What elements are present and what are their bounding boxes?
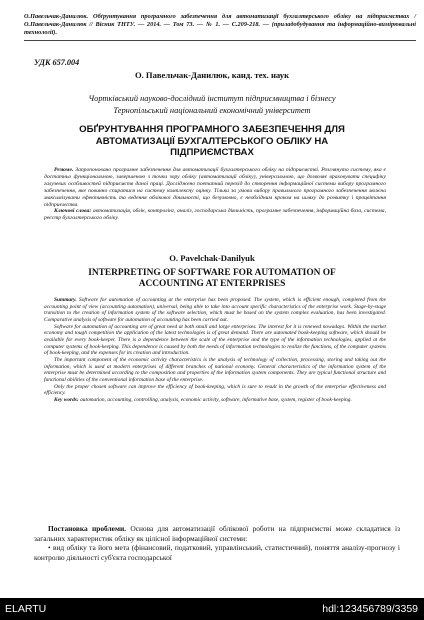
en-paragraph-4: Only the proper chosen software can improve the efficiency of book-keeping, which is sure to result in the growth of the enterprise effectiveness and efficiency. [44,383,386,397]
body-paragraph-1 [34,524,400,543]
ua-summary-text: Запропоновано програмне забезпечення для автоматизації бухгалтерського обліку на підприємстві. Розглянуто систему, яка є достатньо функціональною, завершеною з точки зору обліку (автоматизації обліку), універсальною, що дозволяє враховувати специфіку галузевих особливостей підприємств даної праці. Досліджено поетапний перехід до створення інформаційної системи вибору програмного забезпечення, яке повинно спиратися на систему комплексну оцінку. Тільки за умови вибору правильного програмного забезпечення можна максимізувати ефективність та ведення обліковоі діяльності, що безумовно, є необхідним кроком на шляху до розвитку і процвітання підприємства. [44,167,386,208]
en-title-line2: ACCOUNTING AT ENTERPRISES [138,279,286,290]
en-summary [44,297,386,324]
en-title [20,268,404,291]
repository-footer [0,598,424,620]
ua-summary [44,167,386,208]
body-paragraph-1-text: Основа для автоматизації облікової роботи на підприємстві може складатися із загальних характеристик обліку як цілісної інформаційної системи: [34,524,401,543]
ua-title-line2: АВТОМАТИЗАЦІЇ БУХГАЛТЕРСЬКОГО ОБЛІКУ НА [95,135,329,147]
en-paragraph-3: The important component of the economic activity characteristics is the analysis of technology of collection, processing, storing and taking out the information, which is used at modern enterprises of different branches of national economy. General characteristics of the information system of the enterprise must be determined according to the composition and properties of the information system components. They are typical functional structure and functional abilities of the conventional information base of the enterprise. [44,356,386,383]
en-author: O. Pavelchak-Danilyuk [169,253,255,263]
ua-keywords-text: автоматизація, облік, контролінг, аналіз, господарська діяльність, програмне забезпечення, інформаційна база, система, реєстр бухгалтерського обліку. [44,208,386,222]
ua-affiliation-line1: Чортківський науково-дослідний інститут підприємництва і бізнесу [88,94,336,103]
udc-code: УДК 657.004 [34,58,80,67]
ua-affiliation-line2: Тернопільський національний економічний університет [113,106,311,115]
body-section [34,524,400,562]
en-summary-lead: Summary. [54,297,77,303]
en-keywords-text: automation, accounting, controlling, analysis, economic activity, software, informative base, system, register of book-keeping. [78,396,352,403]
en-summary-text: Software for automation of accounting at the enterprise has been proposed. The system, which is efficient enough, completed from the accounting point of view (accounting automation), universal, being able to take into account specific characteristics of the enterprise work. Stage-by-stage transition to the creation of information system of the software selection, which must be based on the system complex evaluation, has been investigated. Comparative analysis of software for automation of accounting has been carried out. [44,297,386,323]
handle-id: hdl:123456789/3359 [322,603,418,615]
en-title-line1: INTERPRETING OF SOFTWARE FOR AUTOMATION OF [88,268,336,278]
ua-abstract [44,167,386,222]
ua-summary-lead: Резюме. [54,167,74,173]
en-abstract [44,297,386,404]
citation-header: О.Павельчак-Данилюк. Обґрунтування програмного забезпечення для автоматизації бухгалтерського обліку на підприємствах / О.Павельчак-Данилюк // Вісник ТНТУ. — 2014. — Том 73. — № 1. — С.209-218. — (приладобудування та інформаційно-вимірювальні технології). [24,13,416,41]
ua-title [20,124,404,159]
en-paragraph-2: Software for automation of accounting are of great need at both small and large enterprises. The interest for it is renewed nowadays. Within the market economy and tough competition the application of the latest technologies is of great demand. There are automated book-keeping software, which should be available for every book-keeper. There is a dependence between the scale of the enterprise and the type of the information technologies, applied at the computer systems of book-keeping. This dependence is caused by both the needs of information technologies to realize the functions, of the computer systems of book-keeping, and the expenses for its creation and introduction. [44,323,386,357]
repository-name: ELARTU [5,603,47,615]
ua-authors: О. Павельчак-Данилюк, канд. тех. наук [134,70,290,80]
body-bullet-1: • вид обліку та його мета (фінансовий, податковий, управлінський, статистичний), поняття аналізу-прогнозу і контролю діяльності суб'єкта господарської [34,543,400,562]
body-lead: Постановка проблеми. [48,524,127,533]
en-keywords-lead: Key words: [54,396,79,403]
ua-title-line3: ПІДПРИЄМСТВАХ [170,147,254,159]
ua-keywords-lead: Ключові слова: [54,208,92,215]
en-keywords [44,397,386,404]
ua-title-line1: ОБҐРУНТУВАННЯ ПРОГРАМНОГО ЗАБЕЗПЕЧЕННЯ ДЛЯ [79,124,345,135]
ua-keywords [44,208,386,222]
